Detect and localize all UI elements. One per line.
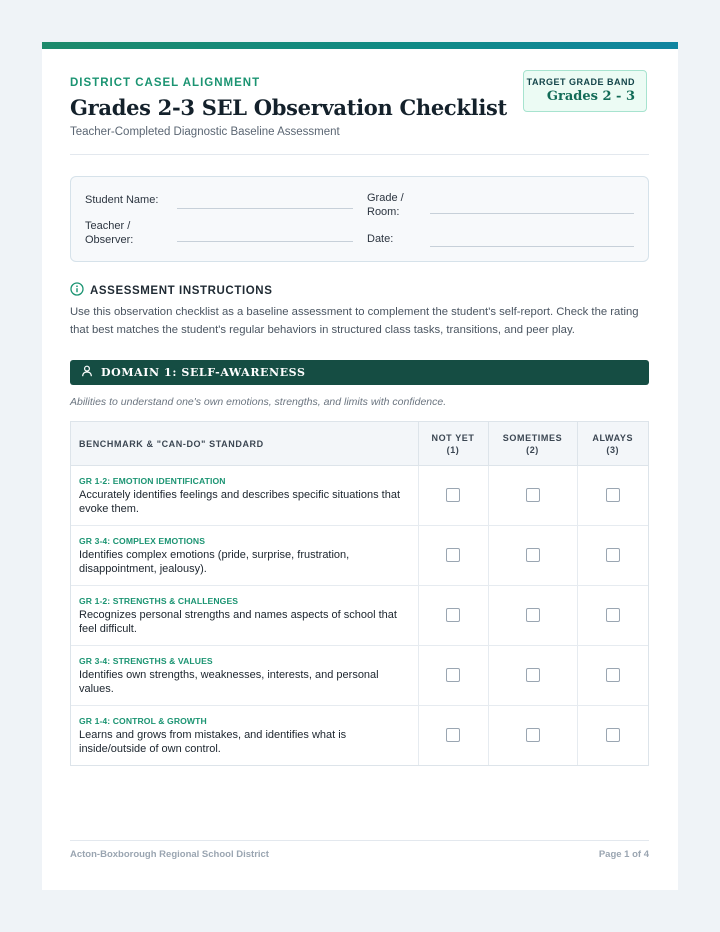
sometimes-checkbox[interactable] <box>526 668 540 682</box>
benchmark-description: Accurately identifies feelings and describes specific situations that evoke them. <box>79 488 401 515</box>
benchmark-cell <box>71 466 418 526</box>
always-checkbox[interactable] <box>606 668 620 682</box>
grade-room-label: Grade / Room: <box>367 192 404 218</box>
checklist-page <box>42 42 678 890</box>
not-yet-checkbox[interactable] <box>446 488 460 502</box>
teacher-observer-field[interactable] <box>177 241 353 242</box>
benchmark-code: GR 3-4: STRENGTHS & VALUES <box>79 655 213 666</box>
benchmark-cell <box>71 706 418 766</box>
domain-header-bar <box>70 360 649 385</box>
footer-page-number: Page 1 of 4 <box>598 849 649 860</box>
benchmark-code: GR 3-4: COMPLEX EMOTIONS <box>79 535 206 546</box>
person-icon <box>81 364 93 382</box>
benchmark-description: Identifies complex emotions (pride, surprise, frustration, disappointment, jealousy). <box>79 548 350 575</box>
sometimes-checkbox[interactable] <box>526 488 540 502</box>
always-checkbox[interactable] <box>606 728 620 742</box>
grade-band-badge <box>523 70 647 112</box>
instructions-heading <box>70 283 272 299</box>
footer-district: Acton-Boxborough Regional School District <box>70 849 269 860</box>
always-checkbox[interactable] <box>606 608 620 622</box>
domain-title: DOMAIN 1: SELF-AWARENESS <box>101 366 306 379</box>
benchmark-table <box>70 421 649 766</box>
grade-band-label: TARGET GRADE BAND <box>526 77 635 87</box>
benchmark-code: GR 1-4: CONTROL & GROWTH <box>79 715 207 726</box>
date-label: Date: <box>367 233 394 245</box>
instructions-title: ASSESSMENT INSTRUCTIONS <box>90 285 273 297</box>
student-name-label: Student Name: <box>85 194 159 206</box>
table-header-row <box>71 422 648 466</box>
table-row <box>71 526 648 586</box>
page-subtitle: Teacher-Completed Diagnostic Baseline Assessment <box>70 126 340 138</box>
not-yet-checkbox[interactable] <box>446 728 460 742</box>
not-yet-checkbox[interactable] <box>446 668 460 682</box>
grade-band-value: Grades 2 - 3 <box>546 89 635 104</box>
header-divider <box>70 154 649 155</box>
sometimes-column-header: SOMETIMES (2) <box>488 422 577 466</box>
table-row <box>71 466 648 526</box>
sometimes-checkbox[interactable] <box>526 548 540 562</box>
benchmark-description: Learns and grows from mistakes, and identifies what is inside/outside of own control. <box>79 728 347 755</box>
footer-divider <box>70 840 649 841</box>
grade-room-field[interactable] <box>430 213 634 214</box>
date-field[interactable] <box>430 246 634 247</box>
page-title: Grades 2-3 SEL Observation Checklist <box>70 95 507 120</box>
benchmark-cell <box>71 586 418 646</box>
sometimes-checkbox[interactable] <box>526 608 540 622</box>
table-row <box>71 646 648 706</box>
student-name-field[interactable] <box>177 208 353 209</box>
benchmark-code: GR 1-2: STRENGTHS & CHALLENGES <box>79 595 239 606</box>
domain-description: Abilities to understand one's own emotions, strengths, and limits with confidence. <box>70 396 447 408</box>
top-accent-bar <box>42 42 678 49</box>
header-kicker: DISTRICT CASEL ALIGNMENT <box>70 77 261 89</box>
not-yet-checkbox[interactable] <box>446 608 460 622</box>
always-checkbox[interactable] <box>606 488 620 502</box>
teacher-observer-label: Teacher / Observer: <box>85 220 134 246</box>
benchmark-description: Identifies own strengths, weaknesses, interests, and personal values. <box>79 668 379 695</box>
always-column-header: ALWAYS (3) <box>577 422 648 466</box>
not-yet-checkbox[interactable] <box>446 548 460 562</box>
benchmark-cell <box>71 646 418 706</box>
table-row <box>71 706 648 766</box>
student-info-box <box>70 176 649 262</box>
benchmark-cell <box>71 526 418 586</box>
sometimes-checkbox[interactable] <box>526 728 540 742</box>
benchmark-column-header: BENCHMARK & "CAN-DO" STANDARD <box>71 422 418 466</box>
instructions-text: Use this observation checklist as a baseline assessment to complement the student's self-report. Check the rating that best matches the student's regular behaviors in structured class tasks, transitions, and peer play. <box>70 306 639 336</box>
benchmark-code: GR 1-2: EMOTION IDENTIFICATION <box>79 475 226 486</box>
not-yet-column-header: NOT YET (1) <box>418 422 488 466</box>
benchmark-description: Recognizes personal strengths and names aspects of school that feel difficult. <box>79 608 397 635</box>
table-row <box>71 586 648 646</box>
info-circle-icon <box>70 282 84 301</box>
always-checkbox[interactable] <box>606 548 620 562</box>
